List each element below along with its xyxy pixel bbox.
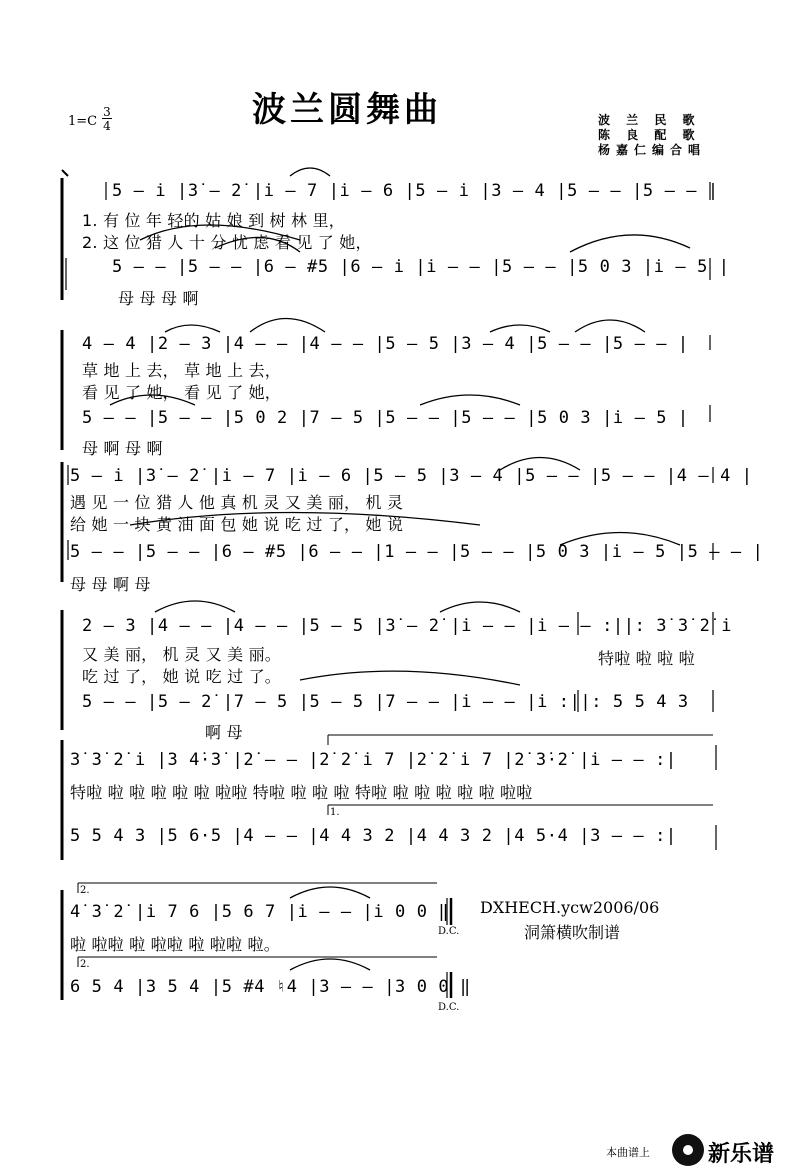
- system-4-lyric-refrain: 特啦 啦 啦 啦: [598, 649, 695, 668]
- system-3-lyric-lower: 母 母 啊 母: [70, 575, 151, 594]
- system-2-lower-notes: 5 – – |5 – – |5 0 2 |7 – 5 |5 – – |5 – – |5 0 3 |i̇ – 5 |: [82, 408, 689, 428]
- transcriber-id: DXHECH.ycw2006/06: [480, 898, 660, 917]
- system-1-lyric-verse-1: 1. 有 位 年 轻的 姑 娘 到 树 林 里，: [82, 211, 345, 230]
- system-5-upper-notes: 3̇ 3̇ 2̇ i̇ |3 4̇·3̇ |2̇ – – |2̇ 2̇ i̇ 7 |2̇ 2̇ i̇ 7 |2̇ 3̇·2̇ |i̇ – – :|: [70, 750, 677, 770]
- dc-marking-upper: D.C.: [438, 926, 460, 937]
- credit-arranger: 杨嘉仁编合唱: [598, 143, 707, 157]
- system-6-lower-notes: 6 5 4 |3 5 4 |5 #4 ♮4 |3 – – |3 0 0 ‖: [70, 977, 471, 997]
- system-4-lyric-verse-1: 又 美 丽， 机 灵 又 美 丽。: [82, 645, 282, 664]
- system-5-lower-notes: 5 5 4 3 |5 6·5 |4 – – |4 4 3 2 |4 4 3 2 |4 5·4 |3 – – :|: [70, 826, 677, 846]
- time-signature-bottom: 4: [103, 119, 111, 133]
- system-4-upper-notes: 2 – 3 |4 – – |4 – – |5 – 5 |3̇ – 2̇ |i̇ – – |i̇ – – :||: 3̇ 3̇ 2̇ i̇: [82, 616, 733, 636]
- system-4-lower-notes: 5 – – |5 – 2̇ |7 – 5 |5 – 5 |7 – – |i̇ – – |i̇ :||: 5 5 4 3: [82, 692, 689, 712]
- system-4-lyric-lower: 啊 母: [205, 723, 243, 742]
- time-signature-top: 3: [103, 105, 111, 119]
- key-signature: 1=C: [68, 114, 98, 129]
- system-6-upper-notes: 4̇ 3̇ 2̇ |i̇ 7 6 |5 6 7 |i̇ – – |i̇ 0 0 ‖: [70, 902, 450, 922]
- volta-1-label: 1.: [330, 807, 340, 818]
- credit-lyricist: 陈 良 配 歌: [598, 128, 701, 142]
- system-6-lyric: 啦 啦啦 啦 啦啦 啦 啦啦 啦。: [70, 935, 280, 954]
- system-1-upper-notes: 5 – i̇ |3̇ – 2̇ |i̇ – 7 |i̇ – 6 |5 – i̇ |3 – 4 |5 – – |5 – – |: [112, 181, 719, 201]
- transcriber-note: 洞箫横吹制谱: [524, 923, 621, 942]
- system-3-lower-notes: 5 – – |5 – – |6 – #5 |6 – – |1 – – |5 – – |5 0 3 |i̇ – 5 |5 – – |: [70, 542, 764, 562]
- system-2-lyric-verse-2: 看 见 了 她， 看 见 了 她，: [82, 383, 282, 402]
- credit-folk-song: 波 兰 民 歌: [598, 113, 701, 127]
- system-3-upper-notes: 5 – i̇ |3̇ – 2̇ |i̇ – 7 |i̇ – 6 |5 – 5 |3 – 4 |5 – – |5 – – |4 – 4 |: [70, 466, 753, 486]
- system-5-lyric: 特啦 啦 啦 啦 啦 啦 啦啦 特啦 啦 啦 啦 特啦 啦 啦 啦 啦 啦 啦啦: [70, 783, 533, 802]
- footer-caption: 本曲谱上: [606, 1146, 650, 1159]
- system-4-lyric-verse-2: 吃 过 了， 她 说 吃 过 了。: [82, 667, 282, 686]
- volta-2-label-lower: 2.: [80, 959, 90, 970]
- system-3-lyric-verse-2: 给 她 一 块 黄 油 面 包 她 说 吃 过 了， 她 说: [70, 515, 404, 534]
- volta-2-label-upper: 2.: [80, 885, 90, 896]
- system-2-lyric-lower: 母 啊 母 啊: [82, 439, 163, 458]
- system-1-lyric-verse-2: 2. 这 位 猎 人 十 分 忧 虑 看 见 了 她，: [82, 233, 372, 252]
- system-2-upper-notes: 4 – 4 |2 – 3 |4 – – |4 – – |5 – 5 |3 – 4 |5 – – |5 – – |: [82, 334, 689, 354]
- site-brand[interactable]: 新乐谱: [708, 1142, 775, 1167]
- system-2-lyric-verse-1: 草 地 上 去， 草 地 上 去，: [82, 361, 282, 380]
- system-1-lower-notes: 5 – – |5 – – |6 – #5 |6 – i̇ |i̇ – – |5 – – |5 0 3 |i̇ – 5 |: [112, 257, 730, 277]
- song-title: 波兰圆舞曲: [252, 90, 442, 130]
- system-3-lyric-verse-1: 遇 见 一 位 猎 人 他 真 机 灵 又 美 丽， 机 灵: [70, 493, 404, 512]
- vinyl-record-icon: [672, 1134, 704, 1166]
- system-1-lyric-lower: 母 母 母 啊: [118, 289, 199, 308]
- dc-marking-lower: D.C.: [438, 1002, 460, 1013]
